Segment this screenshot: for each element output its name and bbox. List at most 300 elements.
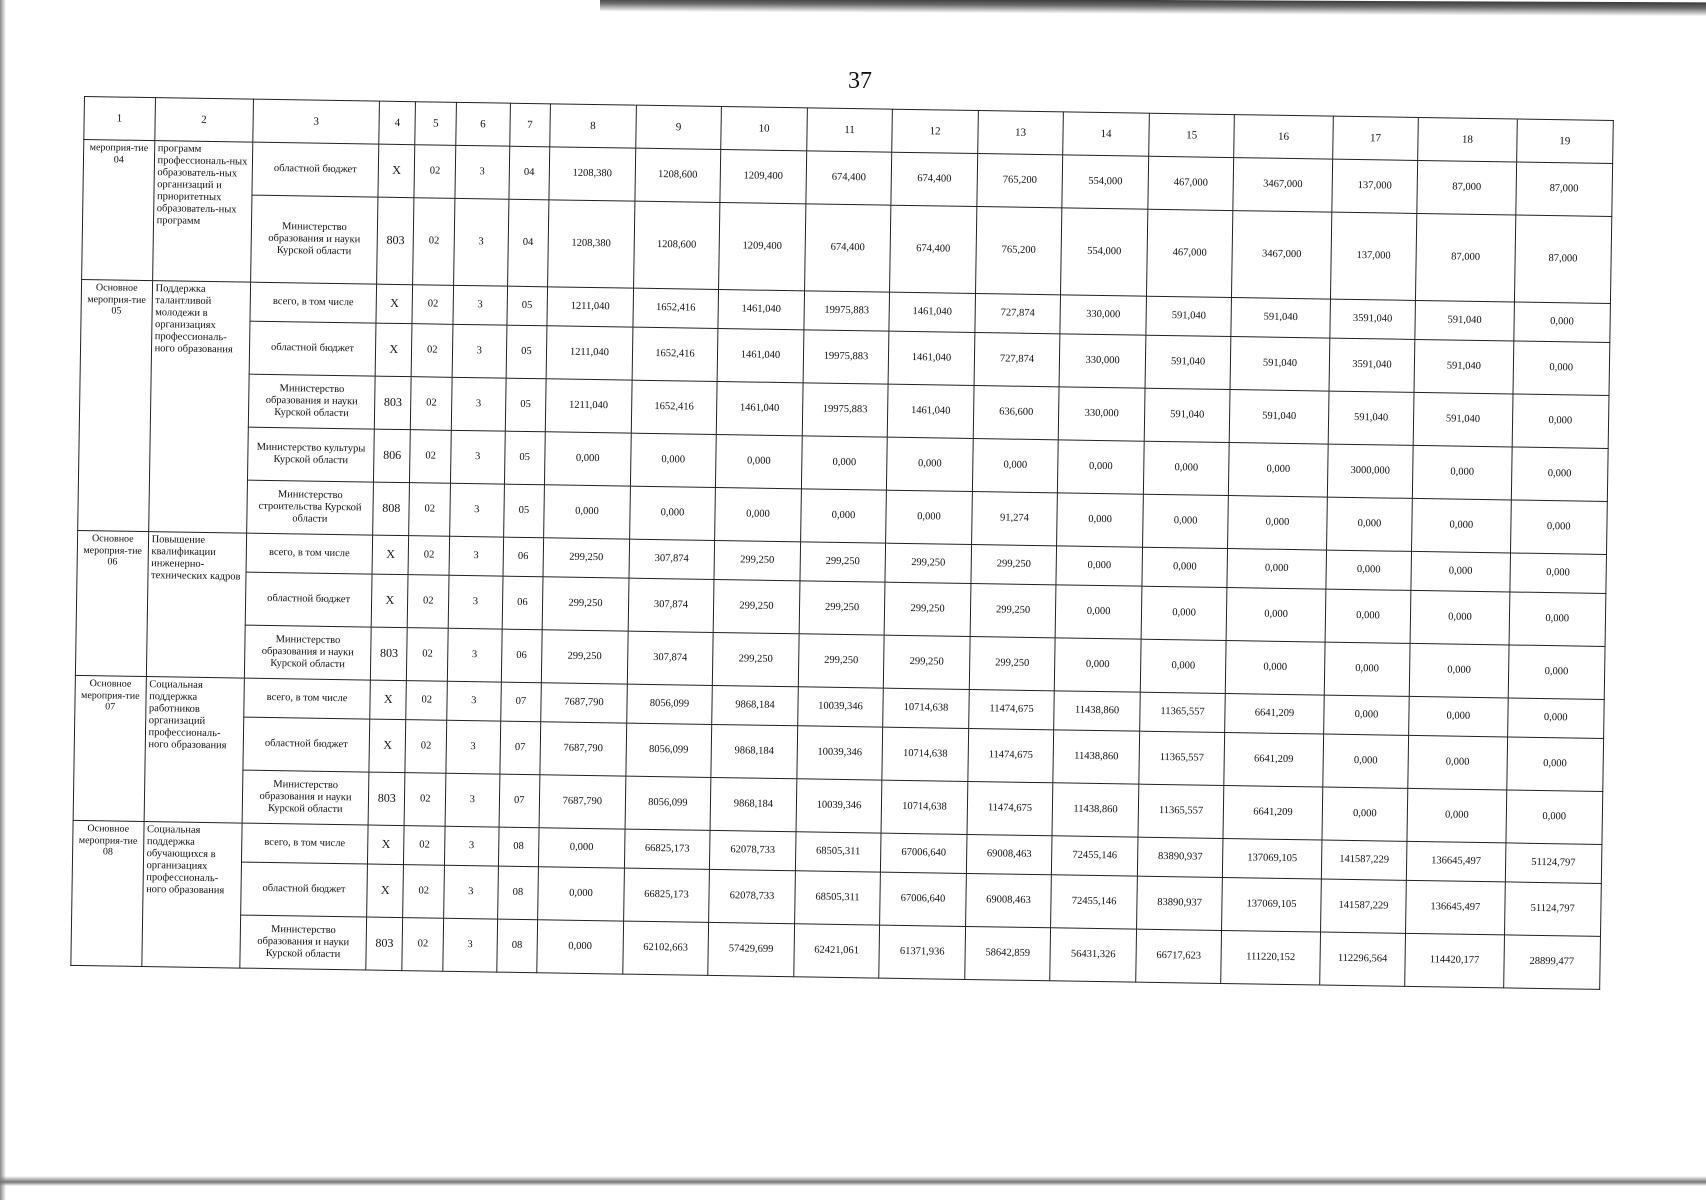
column-header-12: 12 [892, 109, 978, 153]
code-cell: 07 [499, 721, 540, 775]
code-cell: 3 [446, 720, 500, 774]
code-cell: 3 [451, 430, 505, 484]
value-cell: 51124,797 [1505, 843, 1602, 884]
value-cell: 0,000 [1506, 737, 1603, 792]
value-cell: 3467,000 [1233, 158, 1332, 213]
funding-source: Министерство образования и науки Курской области [240, 915, 367, 970]
value-cell: 307,874 [627, 631, 713, 685]
activity-name: Основное мероприя-тие 06 [75, 530, 148, 676]
value-cell: 7687,790 [540, 722, 626, 776]
value-cell: 0,000 [1057, 493, 1143, 547]
funding-source: всего, в том числе [246, 533, 373, 574]
value-cell: 3591,040 [1329, 338, 1415, 392]
value-cell: 299,250 [713, 632, 799, 686]
code-cell: 05 [505, 378, 546, 432]
code-cell: X [378, 144, 415, 198]
value-cell: 69008,463 [965, 873, 1051, 927]
value-cell: 1209,400 [720, 150, 806, 204]
value-cell: 114420,177 [1405, 933, 1504, 988]
value-cell: 0,000 [537, 920, 623, 974]
activity-description: Социальная поддержка обучающихся в организациях профессиональ-ного образования [141, 822, 242, 969]
value-cell: 1211,040 [546, 326, 632, 380]
code-cell: 05 [506, 325, 547, 379]
value-cell: 299,250 [799, 581, 885, 635]
scan-edge-top [600, 0, 1706, 16]
code-cell: 02 [410, 430, 451, 484]
value-cell: 1461,040 [718, 289, 804, 329]
code-cell: 02 [408, 536, 449, 576]
funding-source: областной бюджет [241, 862, 368, 917]
budget-table-container [70, 96, 1613, 990]
code-cell: X [376, 284, 413, 324]
funding-source: всего, в том числе [244, 678, 371, 719]
code-cell: 3 [443, 918, 497, 972]
value-cell: 3591,040 [1330, 299, 1416, 339]
value-cell: 0,000 [1513, 302, 1610, 343]
code-cell: 05 [504, 431, 545, 485]
value-cell: 0,000 [1326, 497, 1412, 551]
value-cell: 56431,326 [1050, 928, 1136, 982]
code-cell: X [375, 323, 412, 377]
value-cell: 0,000 [1226, 588, 1325, 643]
value-cell: 10714,638 [882, 727, 968, 781]
activity-name: Основное мероприя-тие 07 [73, 675, 146, 821]
value-cell: 0,000 [1140, 639, 1226, 693]
value-cell: 1461,040 [716, 381, 802, 435]
column-header-8: 8 [550, 104, 636, 148]
value-cell: 0,000 [886, 490, 972, 544]
value-cell: 1208,600 [633, 201, 720, 289]
value-cell: 0,000 [1412, 498, 1511, 553]
code-cell: 3 [455, 145, 509, 199]
value-cell: 0,000 [1227, 549, 1326, 590]
funding-source: областной бюджет [252, 142, 379, 197]
value-cell: 1461,040 [717, 328, 803, 382]
value-cell: 67006,640 [881, 833, 967, 873]
code-cell: 806 [374, 429, 411, 483]
code-cell: 3 [447, 681, 501, 721]
value-cell: 0,000 [1324, 642, 1410, 696]
value-cell: 591,040 [1230, 390, 1329, 445]
value-cell: 299,250 [800, 542, 886, 582]
code-cell: 3 [444, 865, 498, 919]
activity-description: Повышение квалификации инженерно-технических кадров [146, 532, 247, 679]
value-cell: 0,000 [1056, 546, 1142, 586]
value-cell: 727,874 [974, 333, 1060, 387]
value-cell: 10039,346 [797, 687, 883, 727]
code-cell: X [368, 825, 405, 865]
code-cell: 808 [373, 482, 410, 536]
value-cell: 591,040 [1146, 296, 1232, 336]
code-cell: X [372, 535, 409, 575]
code-cell: 3 [452, 324, 506, 378]
activity-name: Основное мероприя-тие 05 [78, 279, 152, 531]
value-cell: 141587,229 [1320, 879, 1406, 933]
value-cell: 1461,040 [889, 292, 975, 332]
value-cell: 68505,311 [795, 832, 881, 872]
value-cell: 0,000 [1323, 734, 1409, 788]
value-cell: 0,000 [1325, 589, 1411, 643]
value-cell: 299,250 [541, 630, 627, 684]
column-header-5: 5 [415, 102, 456, 146]
code-cell: 3 [449, 536, 503, 576]
funding-source: Министерство образования и науки Курской области [244, 625, 371, 680]
code-cell: 02 [412, 285, 453, 325]
value-cell: 0,000 [538, 867, 624, 921]
value-cell: 0,000 [801, 436, 887, 490]
value-cell: 62421,061 [793, 924, 879, 978]
value-cell: 0,000 [1326, 550, 1412, 590]
code-cell: 02 [403, 865, 444, 919]
value-cell: 307,874 [628, 578, 714, 632]
value-cell: 87,000 [1417, 160, 1516, 215]
code-cell: 05 [503, 484, 544, 538]
value-cell: 554,000 [1061, 208, 1148, 296]
value-cell: 299,250 [542, 577, 628, 631]
value-cell: 9868,184 [711, 724, 797, 778]
value-cell: 0,000 [630, 433, 716, 487]
column-header-9: 9 [635, 105, 721, 149]
value-cell: 636,600 [973, 386, 1059, 440]
value-cell: 0,000 [539, 828, 625, 868]
column-header-11: 11 [806, 108, 892, 152]
value-cell: 8056,099 [625, 776, 711, 830]
value-cell: 0,000 [1409, 696, 1508, 737]
scan-edge-bottom [0, 1176, 1706, 1186]
funding-source: областной бюджет [243, 717, 370, 772]
value-cell: 0,000 [1506, 790, 1603, 845]
value-cell: 11365,557 [1138, 784, 1224, 838]
code-cell: 08 [497, 866, 538, 920]
value-cell: 1461,040 [888, 331, 974, 385]
activity-description: программ профессиональ-ных образователь-ных организаций и приоритетных образователь-ных программ [152, 141, 253, 283]
code-cell: 02 [405, 720, 446, 774]
value-cell: 467,000 [1146, 209, 1233, 297]
value-cell: 299,250 [714, 540, 800, 580]
value-cell: 11474,675 [967, 781, 1053, 835]
value-cell: 11438,860 [1054, 691, 1140, 731]
code-cell: 06 [501, 629, 542, 683]
value-cell: 0,000 [545, 432, 631, 486]
column-header-14: 14 [1063, 112, 1149, 156]
code-cell: 803 [370, 627, 407, 681]
code-cell: 803 [374, 376, 411, 430]
value-cell: 111220,152 [1221, 930, 1320, 985]
value-cell: 0,000 [1141, 586, 1227, 640]
code-cell: 3 [453, 285, 507, 325]
value-cell: 299,250 [885, 543, 971, 583]
value-cell: 0,000 [1228, 496, 1327, 551]
code-cell: 3 [448, 575, 502, 629]
table-body [71, 140, 1613, 990]
budget-table [70, 96, 1613, 990]
value-cell: 591,040 [1414, 339, 1513, 394]
code-cell: 02 [406, 681, 447, 721]
value-cell: 1652,416 [632, 327, 718, 381]
column-header-2: 2 [154, 98, 253, 143]
value-cell: 467,000 [1148, 156, 1234, 210]
column-header-6: 6 [456, 102, 510, 146]
page-number: 37 [848, 68, 872, 94]
code-cell: 3 [454, 198, 509, 286]
value-cell: 11438,860 [1052, 783, 1138, 837]
value-cell: 3467,000 [1232, 211, 1332, 300]
code-cell: 04 [508, 146, 549, 200]
funding-source: Министерство образования и науки Курской области [242, 770, 369, 825]
value-cell: 0,000 [1142, 547, 1228, 587]
value-cell: 591,040 [1230, 337, 1329, 392]
value-cell: 0,000 [1507, 698, 1604, 739]
value-cell: 8056,099 [626, 684, 712, 724]
value-cell: 72455,146 [1052, 836, 1138, 876]
column-header-10: 10 [721, 107, 807, 151]
value-cell: 69008,463 [966, 834, 1052, 874]
value-cell: 66825,173 [623, 868, 709, 922]
value-cell: 299,250 [971, 544, 1057, 584]
column-header-13: 13 [977, 111, 1063, 155]
value-cell: 0,000 [1055, 585, 1141, 639]
code-cell: 04 [507, 199, 549, 287]
code-cell: 02 [413, 198, 455, 286]
value-cell: 591,040 [1231, 298, 1330, 339]
value-cell: 10714,638 [883, 688, 969, 728]
code-cell: 07 [500, 682, 541, 722]
value-cell: 299,250 [969, 636, 1055, 690]
value-cell: 1652,416 [633, 288, 719, 328]
value-cell: 0,000 [1058, 440, 1144, 494]
column-header-18: 18 [1418, 117, 1517, 162]
value-cell: 136645,497 [1406, 880, 1505, 935]
value-cell: 765,200 [975, 207, 1062, 295]
value-cell: 0,000 [1511, 447, 1608, 502]
value-cell: 674,400 [806, 151, 892, 205]
code-cell: 803 [377, 197, 415, 285]
value-cell: 591,040 [1413, 392, 1512, 447]
value-cell: 591,040 [1145, 335, 1231, 389]
value-cell: 330,000 [1060, 295, 1146, 335]
value-cell: 141587,229 [1321, 840, 1407, 880]
value-cell: 137,000 [1330, 212, 1417, 300]
value-cell: 11365,557 [1139, 692, 1225, 732]
value-cell: 1211,040 [545, 379, 631, 433]
funding-source: всего, в том числе [241, 823, 368, 864]
value-cell: 0,000 [716, 434, 802, 488]
value-cell: 11365,557 [1139, 731, 1225, 785]
value-cell: 0,000 [1513, 341, 1610, 396]
value-cell: 7687,790 [541, 683, 627, 723]
value-cell: 674,400 [890, 205, 977, 293]
value-cell: 112296,564 [1319, 932, 1405, 986]
value-cell: 137069,105 [1223, 838, 1322, 879]
value-cell: 137,000 [1332, 159, 1418, 213]
scan-edge-left [0, 0, 6, 1200]
value-cell: 19975,883 [803, 330, 889, 384]
value-cell: 72455,146 [1051, 875, 1137, 929]
value-cell: 66825,173 [624, 829, 710, 869]
value-cell: 87,000 [1514, 215, 1612, 304]
code-cell: X [371, 574, 408, 628]
value-cell: 0,000 [1226, 641, 1325, 696]
code-cell: 08 [498, 827, 539, 867]
activity-name: Основное мероприя-тие 08 [71, 820, 144, 966]
column-header-15: 15 [1149, 113, 1235, 157]
code-cell: 02 [409, 483, 450, 537]
value-cell: 6641,209 [1224, 733, 1323, 788]
value-cell: 0,000 [887, 437, 973, 491]
value-cell: 0,000 [1322, 787, 1408, 841]
code-cell: 02 [411, 377, 452, 431]
value-cell: 87,000 [1515, 162, 1612, 217]
value-cell: 0,000 [1142, 494, 1228, 548]
value-cell: 10039,346 [797, 726, 883, 780]
value-cell: 0,000 [1229, 443, 1328, 498]
value-cell: 674,400 [804, 204, 891, 292]
code-cell: 02 [407, 628, 448, 682]
value-cell: 0,000 [800, 489, 886, 543]
value-cell: 0,000 [1408, 735, 1507, 790]
code-cell: 3 [451, 377, 505, 431]
column-header-16: 16 [1234, 115, 1333, 160]
column-header-4: 4 [379, 101, 416, 145]
value-cell: 6641,209 [1223, 785, 1322, 840]
value-cell: 0,000 [1409, 643, 1508, 698]
value-cell: 0,000 [972, 439, 1058, 493]
value-cell: 62102,663 [622, 921, 708, 975]
value-cell: 330,000 [1059, 387, 1145, 441]
value-cell: 1209,400 [719, 203, 806, 291]
value-cell: 19975,883 [802, 383, 888, 437]
value-cell: 1208,380 [548, 200, 635, 288]
column-header-1: 1 [84, 97, 155, 141]
value-cell: 58642,859 [965, 926, 1051, 980]
funding-source: Министерство строительства Курской области [247, 480, 374, 535]
value-cell: 87,000 [1416, 213, 1516, 302]
value-cell: 0,000 [1055, 638, 1141, 692]
value-cell: 1208,600 [635, 148, 721, 202]
value-cell: 7687,790 [539, 775, 625, 829]
value-cell: 299,250 [970, 583, 1056, 637]
value-cell: 299,250 [884, 635, 970, 689]
code-cell: 05 [506, 286, 547, 326]
value-cell: 10039,346 [796, 779, 882, 833]
code-cell: 3 [445, 773, 499, 827]
code-cell: 803 [366, 917, 403, 971]
activity-description: Поддержка талантливой молодежи в организациях профессиональ-ного образования [148, 281, 250, 534]
value-cell: 62078,733 [709, 869, 795, 923]
value-cell: 19975,883 [804, 291, 890, 331]
code-cell: 06 [502, 576, 543, 630]
value-cell: 57429,699 [708, 922, 794, 976]
value-cell: 299,250 [798, 634, 884, 688]
value-cell: 11474,675 [968, 689, 1054, 729]
value-cell: 0,000 [544, 485, 630, 539]
value-cell: 11474,675 [968, 728, 1054, 782]
value-cell: 1208,380 [549, 147, 635, 201]
value-cell: 765,200 [977, 154, 1063, 208]
value-cell: 591,040 [1328, 391, 1414, 445]
code-cell: 02 [404, 826, 445, 866]
value-cell: 0,000 [1508, 645, 1605, 700]
value-cell: 0,000 [1407, 788, 1506, 843]
value-cell: 67006,640 [880, 872, 966, 926]
value-cell: 299,250 [543, 538, 629, 578]
value-cell: 91,274 [971, 491, 1057, 545]
value-cell: 10714,638 [881, 780, 967, 834]
funding-source: всего, в том числе [250, 282, 377, 323]
value-cell: 0,000 [1410, 590, 1509, 645]
value-cell: 0,000 [1411, 551, 1510, 592]
value-cell: 6641,209 [1225, 694, 1324, 735]
code-cell: 02 [414, 145, 455, 199]
value-cell: 0,000 [1323, 695, 1409, 735]
value-cell: 330,000 [1059, 334, 1145, 388]
value-cell: 674,400 [891, 152, 977, 206]
value-cell: 0,000 [1509, 592, 1606, 647]
value-cell: 62078,733 [710, 830, 796, 870]
code-cell: X [367, 864, 404, 918]
value-cell: 3000,000 [1327, 444, 1413, 498]
code-cell: 3 [445, 826, 499, 866]
value-cell: 61371,936 [879, 925, 965, 979]
value-cell: 83890,937 [1137, 837, 1223, 877]
value-cell: 0,000 [1143, 441, 1229, 495]
value-cell: 51124,797 [1504, 882, 1601, 937]
code-cell: 803 [368, 772, 405, 826]
value-cell: 0,000 [1512, 394, 1609, 449]
activity-name: мероприя-тие 04 [82, 140, 155, 281]
column-header-7: 7 [509, 103, 550, 147]
value-cell: 1652,416 [631, 380, 717, 434]
value-cell: 1211,040 [547, 287, 633, 327]
value-cell: 0,000 [715, 487, 801, 541]
activity-description: Социальная поддержка работников организаций профессиональ-ного образования [144, 677, 245, 824]
value-cell: 0,000 [1510, 553, 1607, 594]
funding-source: Министерство культуры Курской области [247, 427, 374, 482]
column-header-19: 19 [1516, 119, 1613, 164]
code-cell: X [370, 680, 407, 720]
value-cell: 299,250 [713, 579, 799, 633]
code-cell: 02 [412, 324, 453, 378]
funding-source: областной бюджет [249, 321, 376, 376]
value-cell: 66717,623 [1136, 929, 1222, 983]
value-cell: 727,874 [975, 294, 1061, 334]
code-cell: 3 [450, 483, 504, 537]
value-cell: 8056,099 [626, 723, 712, 777]
column-header-17: 17 [1332, 116, 1418, 160]
value-cell: 0,000 [629, 486, 715, 540]
funding-source: Министерство образования и науки Курской области [251, 195, 379, 284]
code-cell: 02 [405, 773, 446, 827]
value-cell: 0,000 [1413, 445, 1512, 500]
value-cell: 137069,105 [1222, 877, 1321, 932]
value-cell: 136645,497 [1407, 841, 1506, 882]
value-cell: 28899,477 [1503, 935, 1600, 990]
value-cell: 68505,311 [794, 871, 880, 925]
funding-source: Министерство образования и науки Курской области [248, 374, 375, 429]
value-cell: 83890,937 [1136, 876, 1222, 930]
column-header-3: 3 [253, 99, 380, 144]
funding-source: областной бюджет [245, 572, 372, 627]
code-cell: X [369, 719, 406, 773]
code-cell: 06 [503, 537, 544, 577]
code-cell: 02 [408, 575, 449, 629]
value-cell: 591,040 [1415, 300, 1514, 341]
value-cell: 1461,040 [887, 384, 973, 438]
code-cell: 02 [402, 918, 443, 972]
value-cell: 299,250 [884, 582, 970, 636]
value-cell: 307,874 [629, 539, 715, 579]
value-cell: 591,040 [1144, 388, 1230, 442]
